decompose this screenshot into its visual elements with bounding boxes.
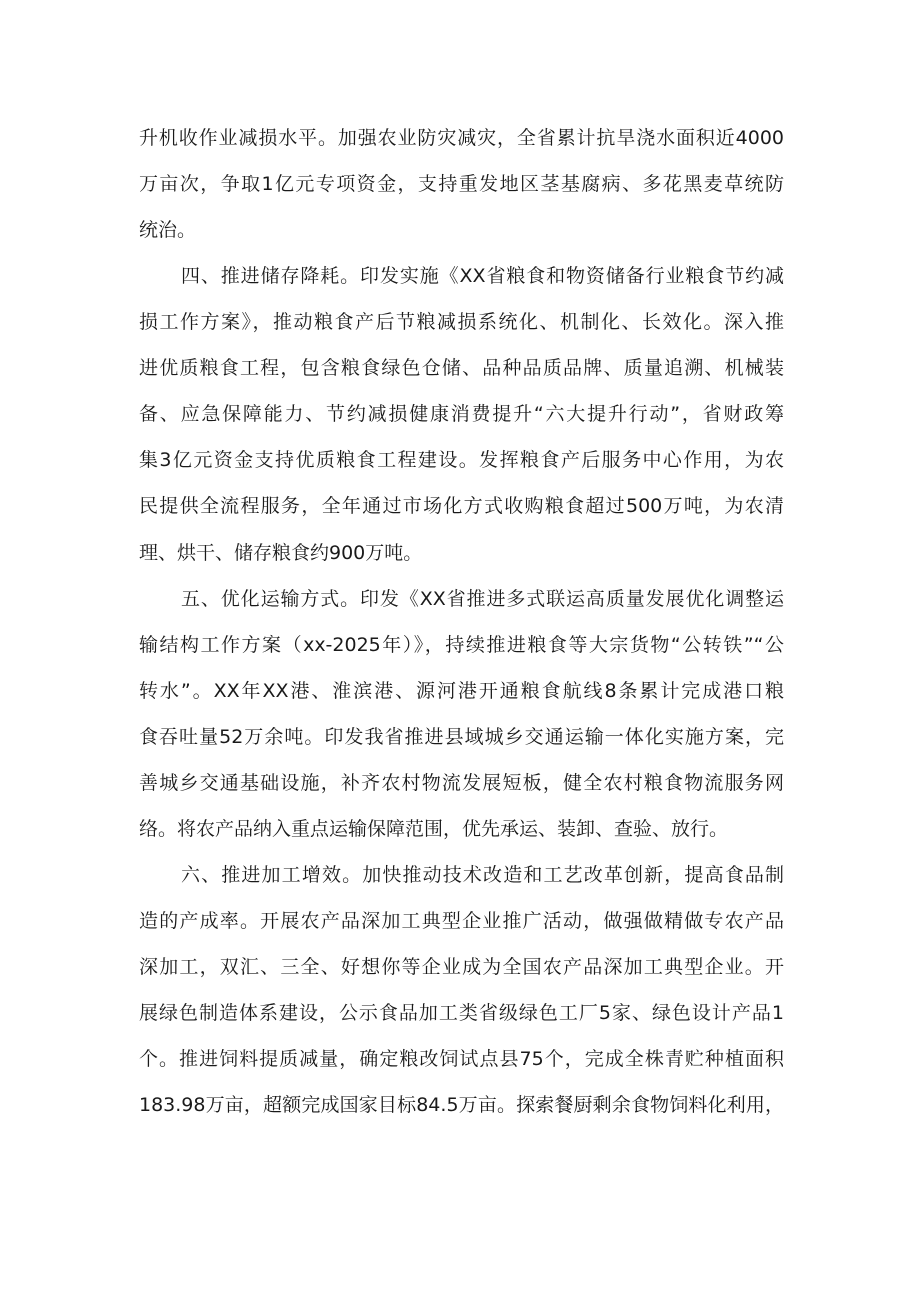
text-line: 善城乡交通基础设施，补齐农村物流发展短板，健全农村粮食物流服务网 <box>139 772 784 794</box>
text-line: 万亩次，争取1亿元专项资金，支持重发地区茎基腐病、多花黑麦草统防 <box>139 173 784 195</box>
text-line: 进优质粮食工程，包含粮食绿色仓储、品种品质品牌、质量追溯、机械装 <box>139 357 784 379</box>
text-line: 络。将农产品纳入重点运输保障范围，优先承运、装卸、查验、放行。 <box>139 818 729 840</box>
paragraph-heading-line: 四、推进储存降耗。印发实施《XX省粮食和物资储备行业粮食节约减 <box>181 265 784 287</box>
text-line: 输结构工作方案（xx-2025年）》，持续推进粮食等大宗货物“公转铁”“公 <box>139 634 784 656</box>
text-line: 深加工，双汇、三全、好想你等企业成为全国农产品深加工典型企业。开 <box>139 956 784 978</box>
paragraph-heading-line: 五、优化运输方式。印发《XX省推进多式联运高质量发展优化调整运 <box>181 588 784 610</box>
text-line: 民提供全流程服务，全年通过市场化方式收购粮食超过500万吨，为农清 <box>139 495 784 517</box>
text-line: 统治。 <box>139 219 197 241</box>
text-line: 备、应急保障能力、节约减损健康消费提升“六大提升行动”，省财政筹 <box>139 403 784 425</box>
text-line: 183.98万亩，超额完成国家目标84.5万亩。探索餐厨剩余食物饲料化利用， <box>139 1094 784 1116</box>
text-line: 理、烘干、储存粮食约900万吨。 <box>139 542 423 564</box>
text-line: 集3亿元资金支持优质粮食工程建设。发挥粮食产后服务中心作用，为农 <box>139 449 784 471</box>
paragraph-heading-line: 六、推进加工增效。加快推动技术改造和工艺改革创新，提高食品制 <box>181 864 784 886</box>
text-line: 展绿色制造体系建设，公示食品加工类省级绿色工厂5家、绿色设计产品1 <box>139 1002 784 1024</box>
text-line: 个。推进饲料提质减量，确定粮改饲试点县75个，完成全株青贮种植面积 <box>139 1048 784 1070</box>
text-line: 转水”。XX年XX港、淮滨港、源河港开通粮食航线8条累计完成港口粮 <box>139 680 784 702</box>
text-line: 食吞吐量52万余吨。印发我省推进县域城乡交通运输一体化实施方案，完 <box>139 726 784 748</box>
text-line: 造的产成率。开展农产品深加工典型企业推广活动，做强做精做专农产品 <box>139 910 784 932</box>
text-line: 损工作方案》，推动粮食产后节粮减损系统化、机制化、长效化。深入推 <box>139 311 784 333</box>
text-line: 升机收作业减损水平。加强农业防灾减灾，全省累计抗旱浇水面积近4000 <box>139 127 784 149</box>
